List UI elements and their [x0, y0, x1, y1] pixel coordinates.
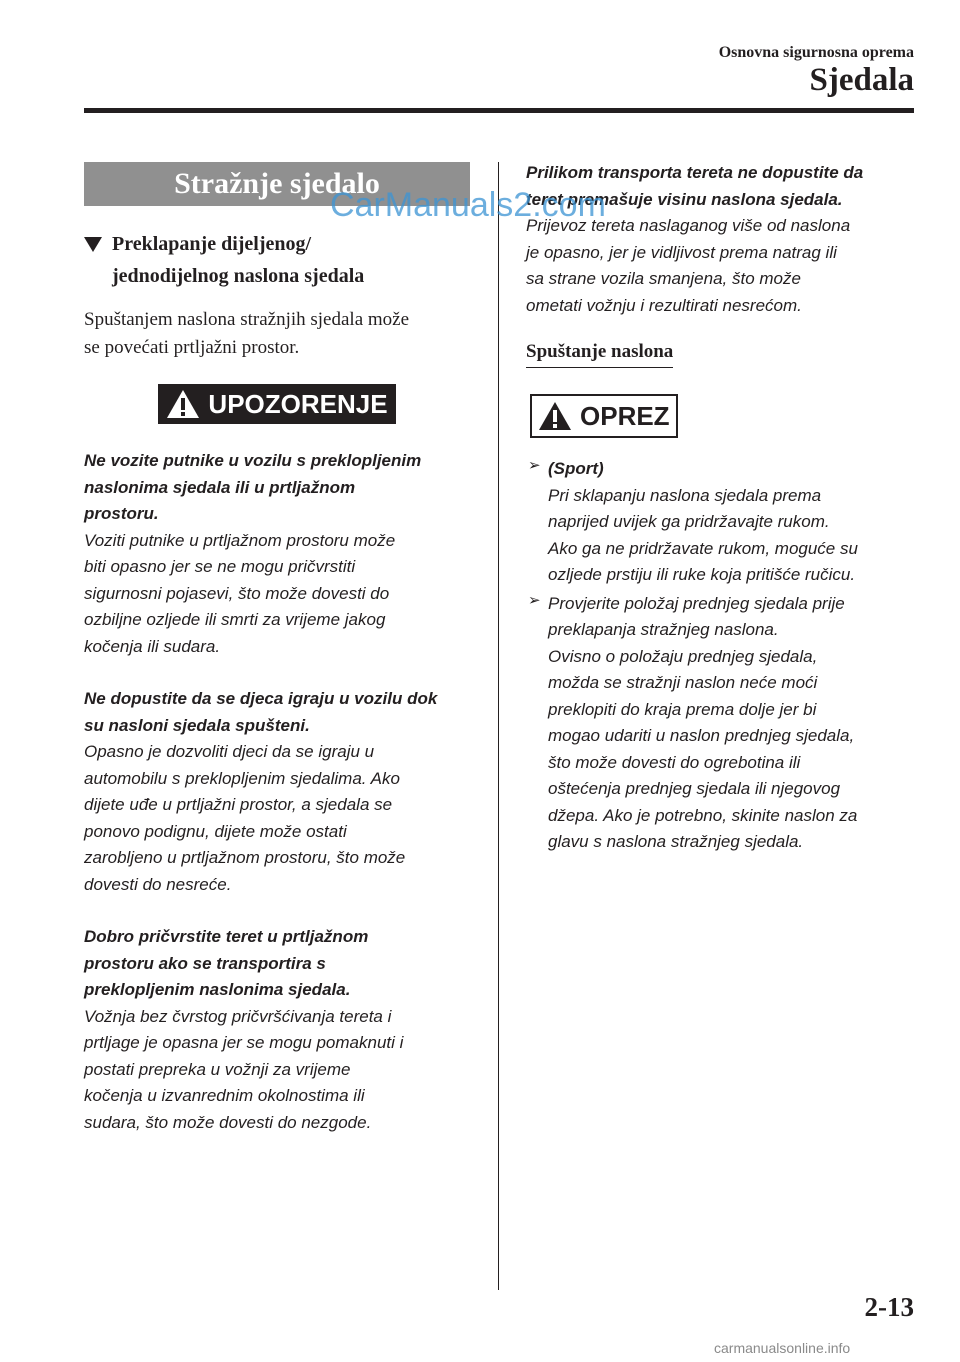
warning-text-line: automobilu s preklopljenim sjedalima. Ako [84, 768, 400, 788]
warning-heading-line: Ne vozite putnike u vozilu s preklopljenim [84, 451, 422, 470]
section-title: Sjedala [809, 62, 914, 98]
warning-text-line: biti opasno jer se ne mogu pričvrstiti [84, 557, 356, 576]
triangle-bullet-icon [84, 237, 102, 252]
bullet-text-line: naprijed uvijek ga pridržavajte rukom. [548, 512, 830, 531]
warning-item [84, 686, 472, 898]
bullet-text-line: preklapanja stražnjeg naslona. [548, 620, 779, 639]
topic-banner: Stražnje sjedalo [84, 162, 470, 206]
right-column [526, 160, 918, 856]
bullet-text-line: mogao udariti u naslon prednjeg sjedala, [548, 726, 855, 745]
chapter-title: Osnovna sigurnosna oprema [718, 44, 914, 61]
warning-heading-line: naslonima sjedala ili u prtljažnom [84, 477, 356, 497]
bullet-text-line: Ako ga ne pridržavate rukom, moguće su [548, 538, 858, 558]
bullet-text-line: možda se stražnji naslon neće moći [548, 673, 818, 692]
bullet-text-line: ozljede prstiju ili ruke koja pritišće ručicu. [548, 565, 856, 584]
intro-line: se povećati prtljažni prostor. [84, 337, 300, 358]
warning-label-wrap [84, 384, 470, 424]
warning-text-line: dijete uđe u prtljažni prostor, a sjedala se [84, 795, 393, 814]
subheading [84, 228, 472, 292]
bullet-text-line: Ovisno o položaju prednjeg sjedala, [548, 646, 818, 666]
caution-bullet [526, 456, 918, 589]
warning-text-line: je opasno, jer je vidljivost prema natrag ili [526, 242, 837, 262]
warning-item [526, 160, 918, 319]
warning-heading-line: prostoru. [84, 504, 159, 523]
bullet-text-line: preklopiti do kraja prema dolje jer bi [548, 699, 817, 719]
intro-line: Spuštanjem naslona stražnjih sjedala može [84, 309, 410, 330]
warning-heading-line: Ne dopustite da se djeca igraju u vozilu dok [84, 689, 438, 708]
warning-text-line: sudara, što može dovesti do nezgode. [84, 1112, 372, 1132]
warning-item [84, 448, 472, 660]
warning-text-line: Prijevoz tereta naslaganog više od naslona [526, 216, 851, 235]
bullet-text-line: Provjerite položaj prednjeg sjedala prije [548, 593, 845, 613]
warning-text-line: Opasno je dozvoliti djeci da se igraju u [84, 742, 375, 761]
arrow-bullet-icon: ➢ [528, 457, 541, 474]
procedure-heading: Spuštanje naslona [526, 341, 673, 368]
warning-text-line: ozbiljne ozljede ili smrti za vrijeme jakog [84, 610, 386, 629]
warning-heading-line: su nasloni sjedala spušteni. [84, 715, 310, 735]
warning-item [84, 924, 472, 1136]
warning-heading-line: Prilikom transporta tereta ne dopustite da [526, 163, 864, 182]
bullet-text-line: oštećenja prednjeg sjedala ili njegovog [548, 779, 841, 798]
page-number: 2-13 [864, 1292, 914, 1322]
warning-heading-line: prostoru ako se transportira s [84, 953, 326, 973]
warning-text-line: prtljage je opasna jer se mogu pomaknuti i [84, 1033, 404, 1052]
arrow-bullet-icon: ➢ [528, 591, 541, 609]
warning-text-line: dovesti do nesreće. [84, 874, 232, 894]
warning-text-line: Voziti putnike u prtljažnom prostoru može [84, 530, 396, 550]
warning-heading-line: preklopljenim naslonima sjedala. [84, 980, 351, 999]
warning-text-line: ponovo podignu, dijete može ostati [84, 821, 347, 841]
bullet-text-line: glavu s naslona stražnjeg sjedala. [548, 832, 804, 851]
caution-label-wrap [526, 394, 918, 438]
watermark: CarManuals2.com [330, 186, 606, 224]
warning-text-line: kočenja u izvanrednim okolnostima ili [84, 1086, 365, 1105]
warning-label-text: UPOZORENJE [208, 388, 388, 419]
column-divider [498, 162, 499, 1290]
warning-label [158, 384, 395, 424]
caution-sign-icon [538, 401, 572, 431]
warning-text-line: zarobljeno u prtljažnom prostoru, što može [84, 848, 406, 867]
warning-text-line: Vožnja bez čvrstog pričvršćivanja tereta i [84, 1006, 392, 1026]
bullet-heading: (Sport) [548, 459, 604, 478]
warning-text-line: sa strane vozila smanjena, što može [526, 269, 801, 288]
bullet-text-line: džepa. Ako je potrebno, skinite naslon za [548, 805, 858, 825]
caution-bullet [526, 591, 918, 856]
intro-text [84, 306, 472, 362]
bullet-text-line: što može dovesti do ogrebotina ili [548, 752, 801, 772]
warning-heading-line: teret premašuje visinu naslona sjedala. [526, 189, 843, 209]
footer-site: carmanualsonline.info [714, 1340, 851, 1356]
warning-text-line: ometati vožnju i rezultirati nesrećom. [526, 295, 802, 315]
bullet-text-line: Pri sklapanju naslona sjedala prema [548, 485, 822, 505]
left-column [84, 162, 472, 1136]
header-rule [84, 108, 914, 113]
warning-heading-line: Dobro pričvrstite teret u prtljažnom [84, 927, 369, 946]
warning-text-line: postati prepreka u vožnji za vrijeme [84, 1059, 351, 1079]
warning-text-line: kočenja ili sudara. [84, 636, 221, 656]
caution-label [530, 394, 678, 438]
subheading-line: Preklapanje dijeljenog/ [112, 233, 312, 255]
warning-text-line: sigurnosni pojasevi, što može dovesti do [84, 583, 390, 603]
caution-label-text: OPREZ [580, 400, 670, 431]
warning-sign-icon [166, 389, 200, 419]
subheading-line: jednodijelnog naslona sjedala [112, 265, 365, 287]
